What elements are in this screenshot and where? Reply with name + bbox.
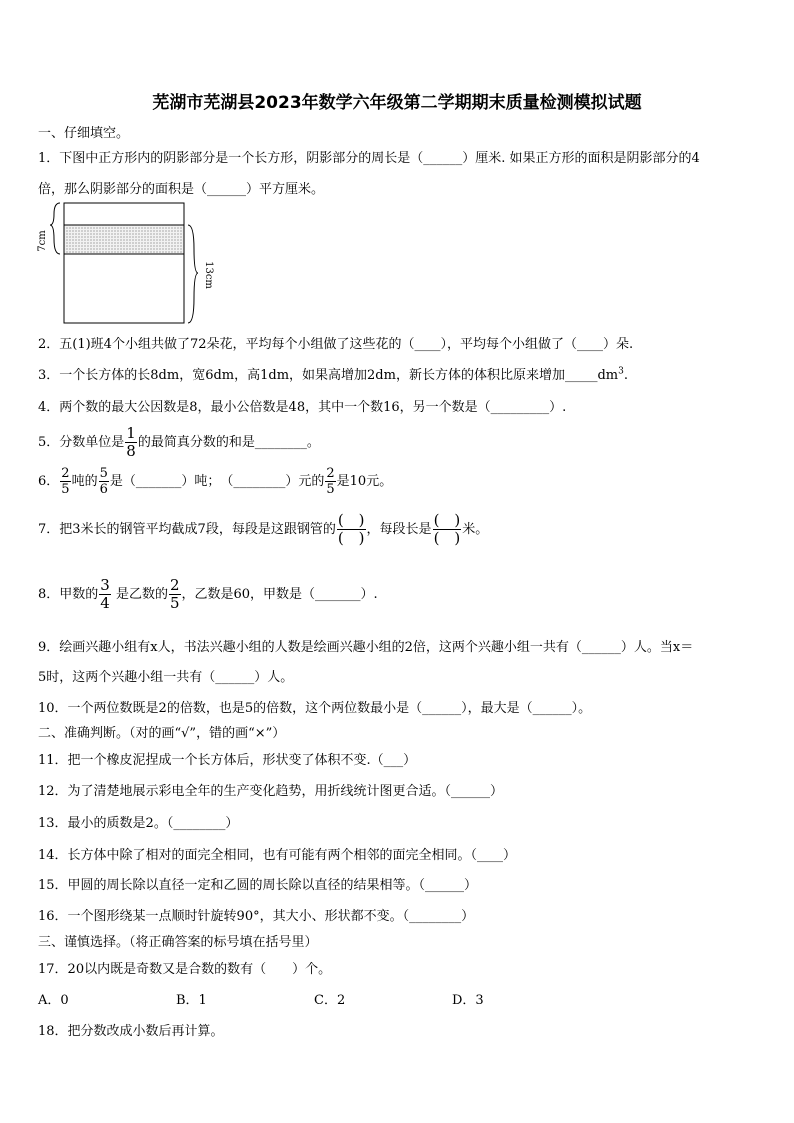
fraction: $\frac{1}{8}$ (126, 424, 136, 460)
label-7cm: 7cm (37, 230, 48, 252)
question-15: 15．甲圆的周长除以直径一定和乙圆的周长除以直径的结果相等。（______） (38, 878, 478, 893)
question-16: 16．一个图形绕某一点顺时针旋转90°，其大小、形状都不变。（________） (38, 909, 475, 924)
fraction: $\frac{2}{5}$ (61, 466, 70, 497)
question-9-line-2: 5时，这两个兴趣小组一共有（______）人。 (38, 670, 294, 685)
fraction-blank: $\frac{( )}{( )}$ (337, 511, 365, 547)
option-d: D．3 (452, 993, 484, 1008)
question-18: 18．把分数改成小数后再计算。 (38, 1024, 224, 1039)
question-11: 11．把一个橡皮泥捏成一个长方体后，形状变了体积不变.（___） (38, 753, 417, 768)
section-heading-2: 二、准确判断。（对的画“√”，错的画“×”） (38, 726, 286, 741)
square-outline (64, 203, 184, 323)
page-title: 芜湖市芜湖县2023年数学六年级第二学期期末质量检测模拟试题 (152, 93, 642, 113)
question-4: 4．两个数的最大公因数是8，最小公倍数是48，其中一个数16，另一个数是（_________）. (38, 400, 567, 415)
question-12: 12．为了清楚地展示彩电全年的生产变化趋势，用折线统计图更合适。（______） (38, 784, 504, 799)
fraction-blank: $\frac{( )}{( )}$ (433, 511, 461, 547)
question-1-line-1: 1．下图中正方形内的阴影部分是一个长方形，阴影部分的周长是（______）厘米. 如果正方形的面积是阴影部分的4 (38, 151, 700, 166)
question-17: 17．20以内既是奇数又是合数的数有（ ）个。 (38, 962, 332, 977)
question-5: 5．分数单位是 $\frac{1}{8}$ 的最简真分数的和是________。 (38, 424, 320, 460)
question-1-line-2: 倍，那么阴影部分的面积是（______）平方厘米。 (38, 182, 325, 197)
section-heading-1: 一、仔细填空。 (38, 126, 130, 141)
square-figure (30, 197, 230, 327)
question-6: 6． $\frac{2}{5}$ 吨的 $\frac{5}{6}$ 是（_______）吨； （________）元的 $\frac{2}{5}$ 是10元。 (38, 466, 393, 497)
question-14: 14．长方体中除了相对的面完全相同，也有可能有两个相邻的面完全相同。（____） (38, 848, 517, 863)
shaded-rectangle (64, 225, 184, 254)
fraction: $\frac{2}{5}$ (326, 466, 335, 497)
question-10: 10．一个两位数既是2的倍数，也是5的倍数，这个两位数最小是（______），最大是（______）。 (38, 701, 592, 716)
question-7: 7．把3米长的钢管平均截成7段，每段是这跟钢管的 $\frac{( )}{( )}$ ，每段长是 $\frac{( )}{( )}$ 米。 (38, 511, 489, 547)
option-b: B．1 (176, 993, 207, 1008)
question-3: 3．一个长方体的长8dm，宽6dm，高1dm，如果高增加2dm，新长方体的体积比原来增加$\_\_\_\_\_dm^3$. (38, 366, 628, 383)
question-8: 8．甲数的 $\frac{3}{4}$ 是乙数的 $\frac{2}{5}$ ，乙数是60，甲数是（_______）. (38, 576, 378, 612)
question-2: 2．五(1)班4个小组共做了72朵花，平均每个小组做了这些花的（____），平均每个小组做了（____）朵. (38, 337, 634, 352)
right-brace (188, 225, 198, 323)
left-brace (50, 203, 60, 254)
question-13: 13．最小的质数是2。（________） (38, 816, 239, 831)
option-a: A．0 (38, 993, 69, 1008)
question-17-options (38, 989, 590, 1008)
fraction: $\frac{5}{6}$ (99, 466, 108, 497)
label-13cm: 13cm (203, 261, 214, 289)
question-9-line-1: 9．绘画兴趣小组有x人，书法兴趣小组的人数是绘画兴趣小组的2倍，这两个兴趣小组一共有（______）人。当x＝ (38, 640, 694, 655)
section-heading-3: 三、谨慎选择。（将正确答案的标号填在括号里） (38, 935, 318, 950)
fraction: $\frac{3}{4}$ (100, 576, 110, 612)
fraction: $\frac{2}{5}$ (169, 576, 180, 612)
option-c: C．2 (314, 993, 346, 1008)
